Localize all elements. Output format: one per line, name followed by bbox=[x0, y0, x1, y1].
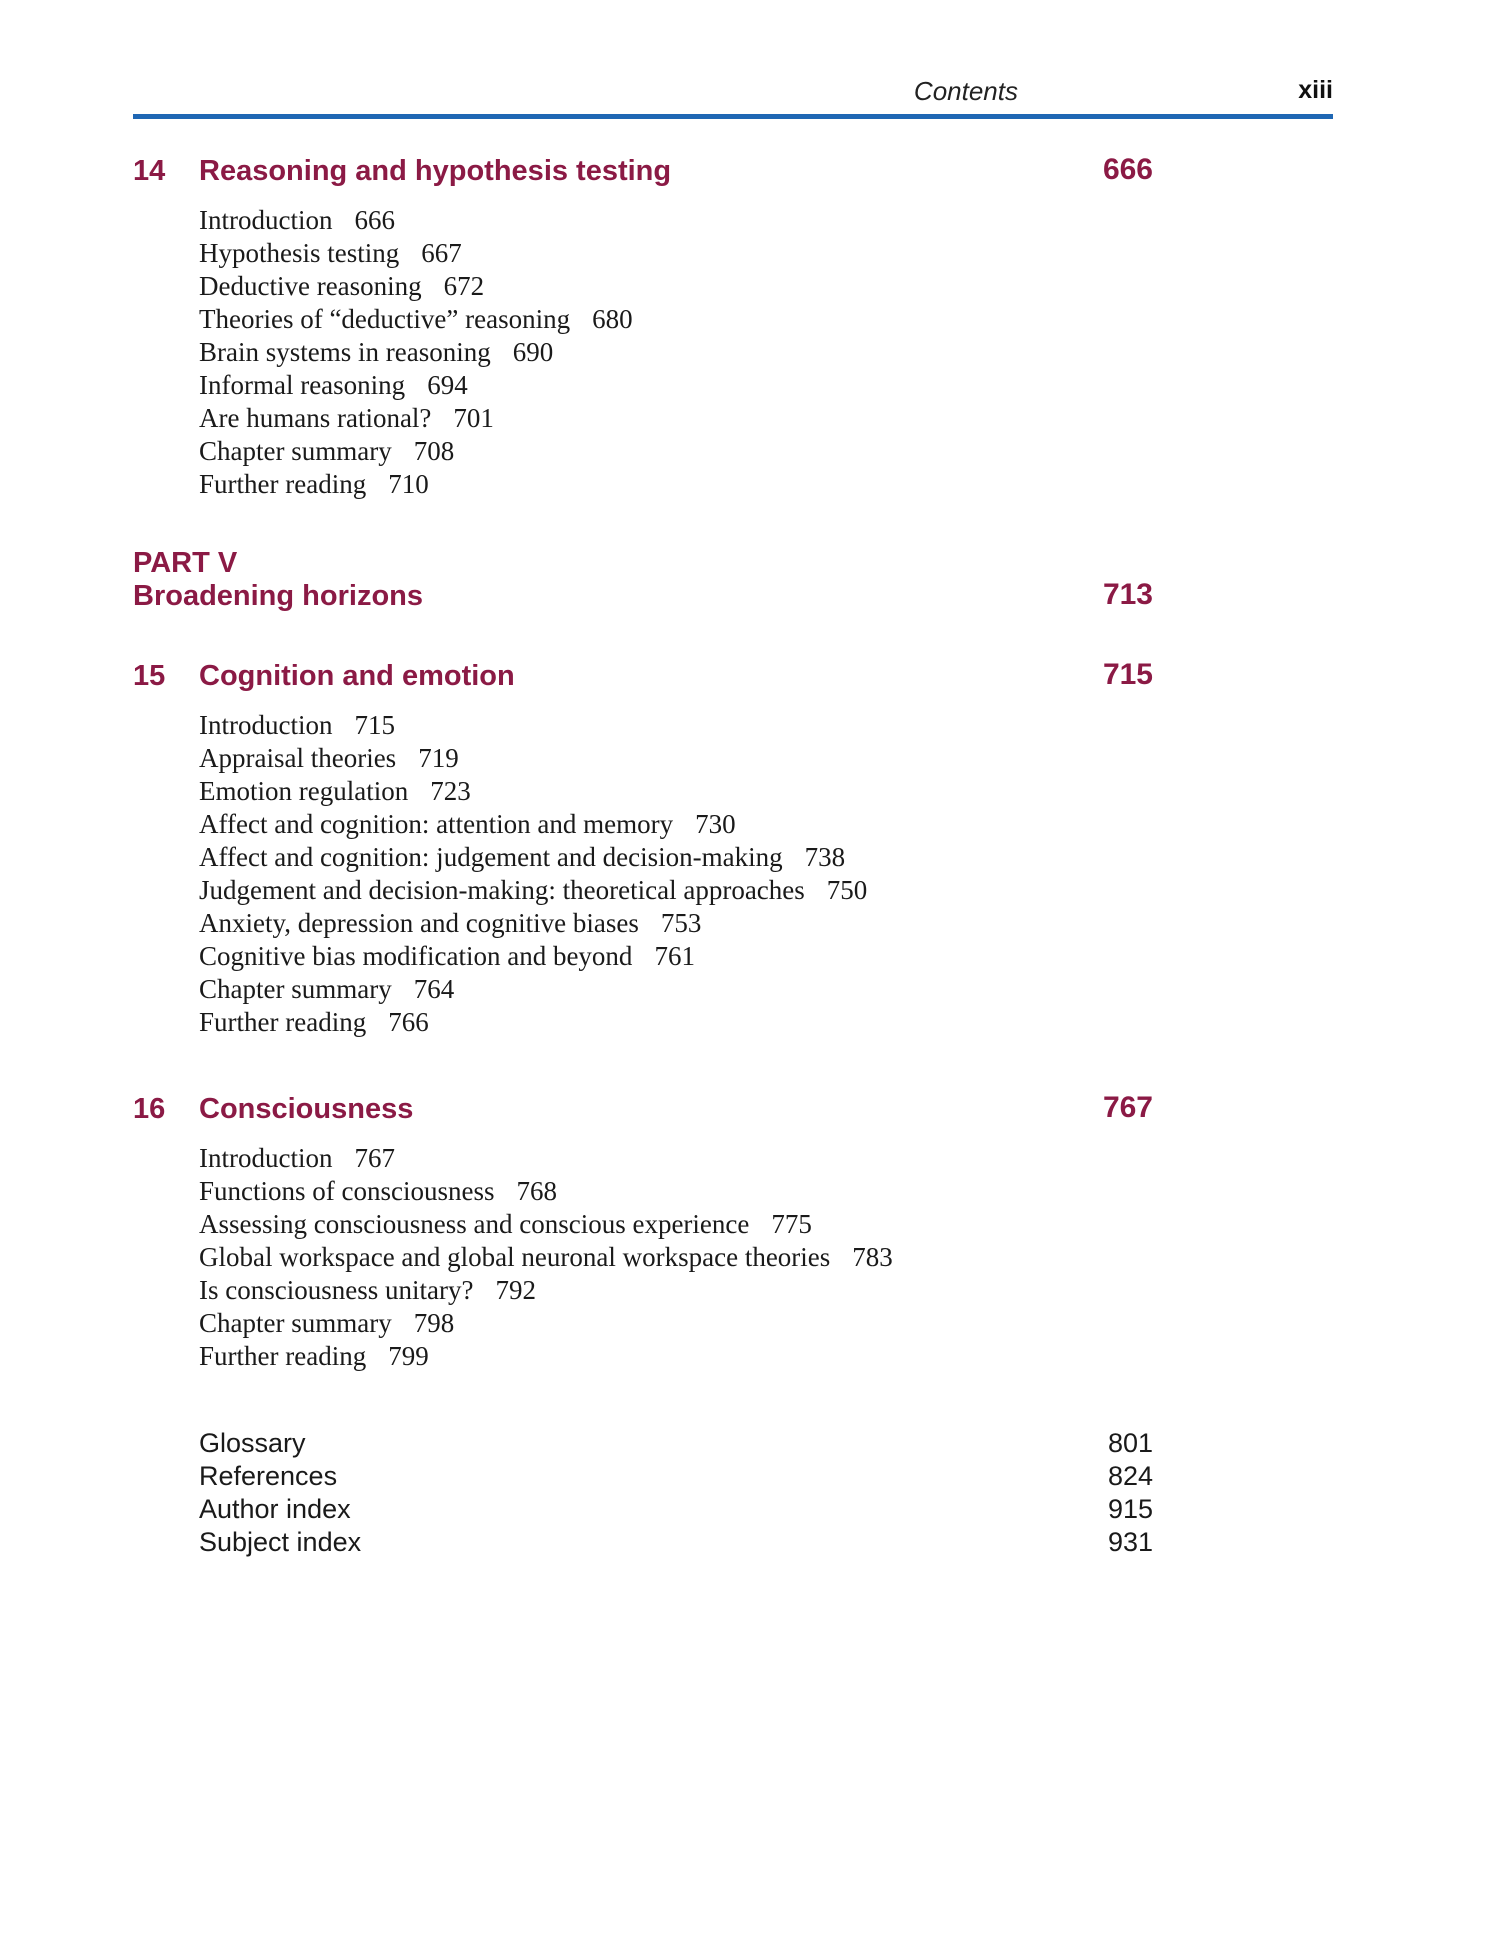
chapter-page: 666 bbox=[1102, 153, 1153, 186]
chapter-14-entries bbox=[199, 204, 633, 501]
entry-label: Is consciousness unitary? bbox=[199, 1275, 474, 1305]
back-matter-entry[interactable] bbox=[133, 1427, 1153, 1460]
entry-page: 738 bbox=[804, 842, 846, 872]
entry-label: Chapter summary bbox=[199, 974, 392, 1004]
running-head-title: Contents bbox=[913, 76, 1018, 106]
entry-label: Further reading bbox=[199, 1007, 367, 1037]
back-matter-label: Glossary bbox=[199, 1428, 306, 1458]
back-matter bbox=[133, 1427, 1153, 1559]
toc-entry[interactable] bbox=[199, 1274, 893, 1307]
toc-entry[interactable] bbox=[199, 742, 867, 775]
chapter-heading[interactable] bbox=[133, 658, 1153, 700]
entry-page: 768 bbox=[516, 1176, 557, 1206]
toc-entry[interactable] bbox=[199, 369, 633, 402]
back-matter-entry[interactable] bbox=[133, 1493, 1153, 1526]
toc-entry[interactable] bbox=[199, 1340, 893, 1373]
entry-label: Functions of consciousness bbox=[199, 1176, 495, 1206]
toc-entry[interactable] bbox=[199, 709, 867, 742]
chapter-14-section bbox=[133, 153, 1153, 501]
toc-entry[interactable] bbox=[199, 270, 633, 303]
entry-page: 798 bbox=[413, 1308, 455, 1338]
entry-page: 799 bbox=[388, 1341, 429, 1371]
chapter-title: Consciousness bbox=[199, 1093, 414, 1125]
toc-entry[interactable] bbox=[199, 775, 867, 808]
entry-label: Assessing consciousness and conscious experience bbox=[199, 1209, 750, 1239]
toc-entry[interactable] bbox=[199, 336, 633, 369]
chapter-number: 16 bbox=[133, 1093, 166, 1125]
entry-label: Further reading bbox=[199, 1341, 367, 1371]
entry-label: Cognitive bias modification and beyond bbox=[199, 941, 633, 971]
entry-label: Judgement and decision-making: theoretical approaches bbox=[199, 875, 805, 905]
back-matter-page: 801 bbox=[1107, 1428, 1153, 1458]
chapter-heading[interactable] bbox=[133, 1091, 1153, 1133]
chapter-page: 767 bbox=[1102, 1091, 1153, 1124]
toc-entry[interactable] bbox=[199, 1241, 893, 1274]
entry-page: 701 bbox=[453, 403, 494, 433]
entry-page: 775 bbox=[771, 1209, 812, 1239]
entry-page: 719 bbox=[418, 743, 459, 773]
entry-label: Further reading bbox=[199, 469, 367, 499]
back-matter-label: References bbox=[199, 1461, 338, 1491]
entry-label: Deductive reasoning bbox=[199, 271, 422, 301]
entry-label: Theories of “deductive” reasoning bbox=[199, 304, 571, 334]
entry-label: Hypothesis testing bbox=[199, 238, 400, 268]
toc-entry[interactable] bbox=[199, 1208, 893, 1241]
chapter-16-section bbox=[133, 1091, 1153, 1373]
toc-entry[interactable] bbox=[199, 874, 867, 907]
entry-label: Introduction bbox=[199, 710, 333, 740]
entry-page: 708 bbox=[413, 436, 455, 466]
toc-entry[interactable] bbox=[199, 204, 633, 237]
back-matter-label: Subject index bbox=[199, 1527, 362, 1557]
entry-page: 690 bbox=[512, 337, 554, 367]
entry-page: 783 bbox=[852, 1242, 893, 1272]
part-title: Broadening horizons bbox=[133, 580, 423, 612]
toc-entry[interactable] bbox=[199, 468, 633, 501]
entry-label: Informal reasoning bbox=[199, 370, 406, 400]
back-matter-page: 931 bbox=[1107, 1527, 1153, 1557]
running-head bbox=[133, 70, 1333, 110]
chapter-number: 14 bbox=[133, 155, 166, 187]
entry-page: 766 bbox=[388, 1007, 429, 1037]
toc-entry[interactable] bbox=[199, 1175, 893, 1208]
part-label: PART V bbox=[133, 547, 238, 579]
header-rule bbox=[133, 114, 1333, 119]
back-matter-label: Author index bbox=[199, 1494, 351, 1524]
entry-label: Are humans rational? bbox=[199, 403, 432, 433]
chapter-15-section bbox=[133, 658, 1153, 1039]
entry-page: 666 bbox=[354, 205, 395, 235]
entry-page: 694 bbox=[427, 370, 468, 400]
back-matter-page: 824 bbox=[1107, 1461, 1153, 1491]
entry-label: Chapter summary bbox=[199, 1308, 392, 1338]
entry-page: 764 bbox=[413, 974, 455, 1004]
chapter-page: 715 bbox=[1102, 658, 1153, 691]
toc-entry[interactable] bbox=[199, 1307, 893, 1340]
toc-entry[interactable] bbox=[199, 1006, 867, 1039]
entry-page: 753 bbox=[660, 908, 702, 938]
entry-page: 750 bbox=[826, 875, 868, 905]
entry-page: 710 bbox=[388, 469, 429, 499]
entry-label: Global workspace and global neuronal workspace theories bbox=[199, 1242, 831, 1272]
toc-entry[interactable] bbox=[199, 303, 633, 336]
entry-page: 667 bbox=[421, 238, 462, 268]
toc-entry[interactable] bbox=[199, 237, 633, 270]
back-matter-entry[interactable] bbox=[133, 1460, 1153, 1493]
toc-entry[interactable] bbox=[199, 1142, 893, 1175]
entry-page: 680 bbox=[592, 304, 633, 334]
page-number: xiii bbox=[1298, 76, 1333, 104]
toc-entry[interactable] bbox=[199, 402, 633, 435]
entry-page: 723 bbox=[430, 776, 471, 806]
entry-label: Brain systems in reasoning bbox=[199, 337, 491, 367]
entry-label: Emotion regulation bbox=[199, 776, 409, 806]
part-5-heading[interactable] bbox=[133, 546, 1153, 616]
entry-page: 767 bbox=[354, 1143, 395, 1173]
back-matter-entry[interactable] bbox=[133, 1526, 1153, 1559]
entry-page: 792 bbox=[495, 1275, 536, 1305]
chapter-title: Reasoning and hypothesis testing bbox=[199, 155, 672, 187]
chapter-15-entries bbox=[199, 709, 867, 1039]
entry-label: Introduction bbox=[199, 205, 333, 235]
toc-entry[interactable] bbox=[199, 907, 867, 940]
chapter-heading[interactable] bbox=[133, 153, 1153, 195]
entry-page: 761 bbox=[654, 941, 695, 971]
entry-label: Affect and cognition: judgement and decision-making bbox=[199, 842, 783, 872]
toc-entry[interactable] bbox=[199, 435, 633, 468]
back-matter-page: 915 bbox=[1107, 1494, 1153, 1524]
entry-page: 730 bbox=[695, 809, 736, 839]
entry-label: Chapter summary bbox=[199, 436, 392, 466]
chapter-number: 15 bbox=[133, 660, 166, 692]
part-title-row bbox=[133, 578, 1153, 616]
chapter-title: Cognition and emotion bbox=[199, 660, 515, 692]
entry-label: Affect and cognition: attention and memory bbox=[199, 809, 674, 839]
entry-page: 672 bbox=[443, 271, 485, 301]
entry-label: Anxiety, depression and cognitive biases bbox=[199, 908, 639, 938]
toc-entry[interactable] bbox=[199, 940, 867, 973]
entry-label: Introduction bbox=[199, 1143, 333, 1173]
toc-entry[interactable] bbox=[199, 841, 867, 874]
toc-entry[interactable] bbox=[199, 973, 867, 1006]
entry-page: 715 bbox=[354, 710, 395, 740]
entry-label: Appraisal theories bbox=[199, 743, 397, 773]
part-page: 713 bbox=[1102, 578, 1153, 611]
toc-entry[interactable] bbox=[199, 808, 867, 841]
chapter-16-entries bbox=[199, 1142, 893, 1373]
